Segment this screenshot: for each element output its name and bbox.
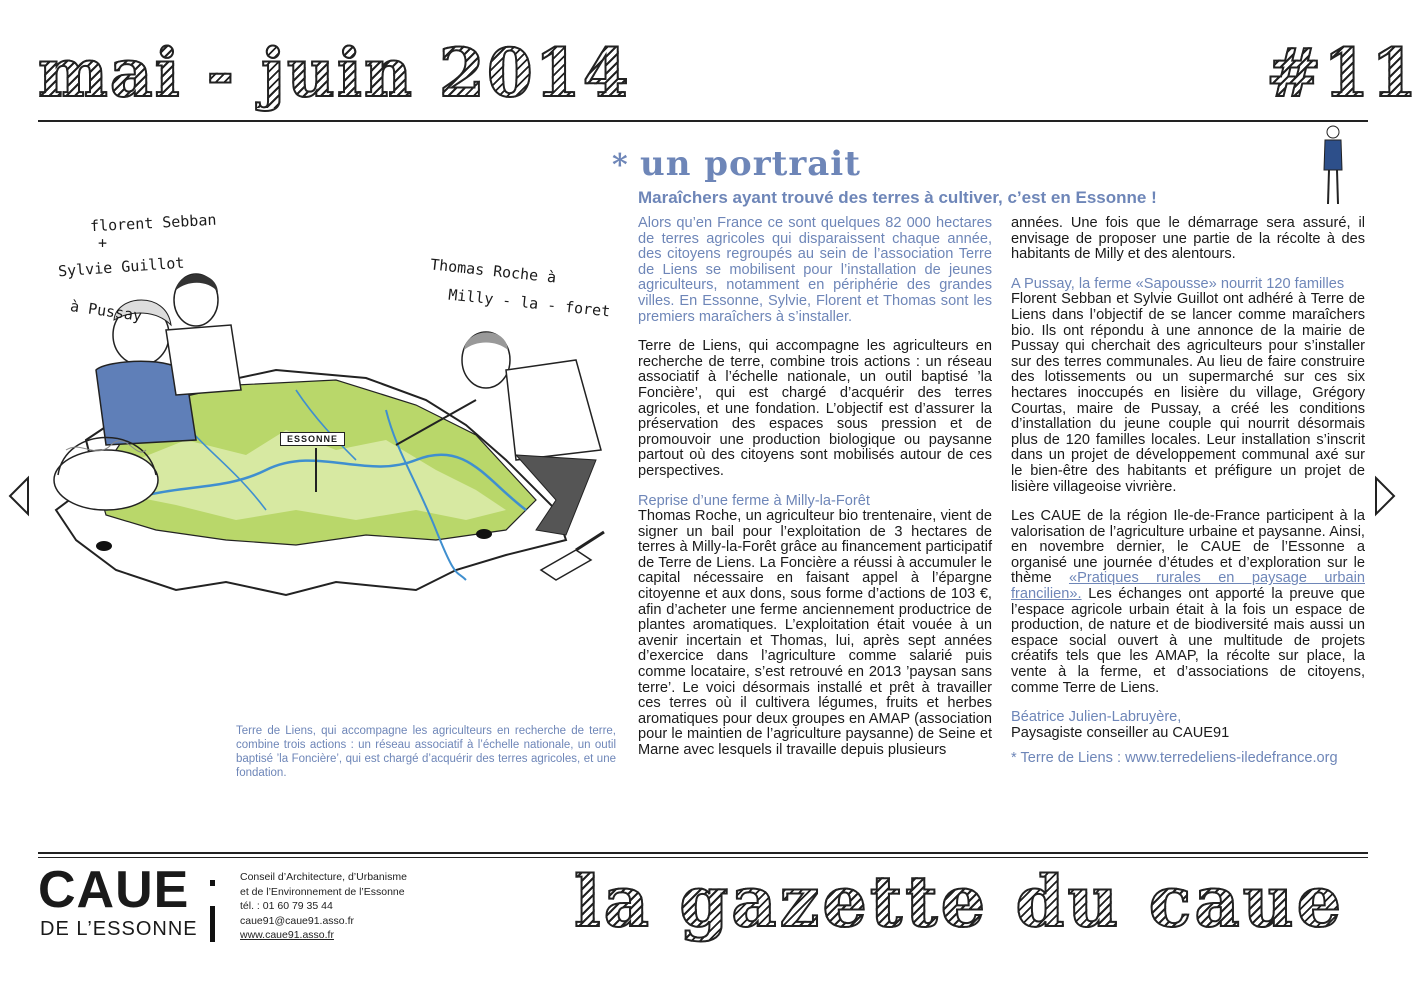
org-website[interactable]: www.caue91.asso.fr xyxy=(240,929,334,941)
issue-date: mai - juin 2014 xyxy=(38,34,631,112)
article-author-role: Paysagiste conseiller au CAUE91 xyxy=(1011,724,1230,741)
section-subtitle: Maraîchers ayant trouvé des terres à cultiver, c’est en Essonne ! xyxy=(638,188,1157,207)
header-rule xyxy=(38,120,1368,122)
article-paragraph-4-end: Les échanges ont apporté la preuve que l’espace agricole urbain était à la fois un espace de production, de nature et de biodiversité mais aussi un espace social ouvert à une multitude de projets créatifs tels que les AMAP, la récolte sur place, la vente à la ferme, et d’associations de citoyens, comme Terre de Liens. xyxy=(1011,586,1365,696)
logo-divider xyxy=(210,880,215,886)
caue-logo: CAUE xyxy=(38,861,190,919)
section-title: un portrait xyxy=(640,144,861,184)
org-name-line2: et de l’Environnement de l’Essonne xyxy=(240,885,405,898)
article-author: Béatrice Julien-Labruyère, xyxy=(1011,709,1182,726)
footer-rule xyxy=(38,852,1368,858)
article-heading-milly: Reprise d’une ferme à Milly-la-Forêt xyxy=(638,492,870,509)
arrow-left-icon[interactable] xyxy=(8,476,30,516)
gazette-title: la gazette du caue xyxy=(574,860,1345,943)
person-figure-icon xyxy=(1318,124,1348,206)
article-heading-pussay: A Pussay, la ferme «Sapousse» nourrit 120 familles xyxy=(1011,275,1345,292)
caue-logo-sub: DE L’ESSONNE xyxy=(40,918,198,940)
article-paragraph-1: Terre de Liens, qui accompagne les agriculteurs en recherche de terre, combine trois actions : un réseau associatif à l’échelle nationale, un outil baptisé ’la Foncière’, qui est chargé d’acquérir des terres agricoles, et une fondation. L’objectif est d’assurer la préservation des espaces sous pression et de promouvoir une production biologique ou paysanne partout où des citoyens sont mobilisés autour de ces perspectives. xyxy=(638,338,992,479)
issue-number: #11 xyxy=(1266,34,1419,112)
illus-label-milly: Milly - la - foret xyxy=(447,285,612,321)
article-paragraph-3: Florent Sebban et Sylvie Guillot ont adhéré à Terre de Liens dans l’objectif de se lancer comme maraîchers bio. Ils ont répondu à une annonce de la mairie de Pussay qui cherchait des agriculteurs pour s’installer sur des terres communales. Au lieu de faire construire des lotissements ou un supermarché sur ces six hectares inoccupés en lisière du village, Grégory Courtas, maire de Pussay, a créé les conditions d’installation du jeune couple qui nourrit désormais plus de 120 familles locales. Leur installation s’inscrit dans un projet de développement communal axé sur le bien-être des habitants et préfigure un projet de lisière villageoise vivrière. xyxy=(1011,291,1365,495)
org-phone: tél. : 01 60 79 35 44 xyxy=(240,900,333,912)
illus-label-sylvie: Sylvie Guillot xyxy=(57,253,185,281)
org-name-line1: Conseil d’Architecture, d’Urbanisme xyxy=(240,871,407,883)
logo-divider-bar xyxy=(210,906,215,942)
article-paragraph-4-start: Les CAUE de la région Ile-de-France participent à la valorisation de l’agriculture urbaine et paysanne. Ainsi, en novembre dernier, le CAUE de l’Essonne a organisé une journée d’études et d’exploration sur le thème xyxy=(1011,508,1365,587)
article-footnote[interactable]: * Terre de Liens : www.terredeliens-iledefrance.org xyxy=(1011,750,1338,767)
article-paragraph-2-cont: années. Une fois que le démarrage sera assuré, il envisage de proposer une partie de la récolte à des habitants de Milly et des alentours. xyxy=(1011,215,1365,263)
illus-label-thomas: Thomas Roche à xyxy=(429,255,558,287)
article-column-2 xyxy=(1011,216,1365,767)
illus-sign: ESSONNE xyxy=(280,432,345,446)
illus-label-florent: florent Sebban xyxy=(89,210,217,236)
arrow-right-icon[interactable] xyxy=(1374,476,1396,516)
pratiques-rurales-link[interactable]: «Pratiques rurales en paysage urbain francilien». xyxy=(1011,570,1365,603)
org-info xyxy=(240,870,407,943)
article-intro: Alors qu’en France ce sont quelques 82 000 hectares de terres agricoles qui disparaissent chaque année, des citoyens regroupés au sein de l’association Terre de Liens se mobilisent pour l’installation de jeunes agriculteurs, notamment en périphérie des grandes villes. En Essonne, Sylvie, Florent et Thomas sont les premiers maraîchers à s’installer. xyxy=(638,215,992,325)
asterisk-icon: * xyxy=(612,148,628,183)
article-paragraph-4 xyxy=(1011,509,1365,696)
illustration-caption: Terre de Liens, qui accompagne les agriculteurs en recherche de terre, combine trois actions : un réseau associatif à l’échelle nationale, un outil baptisé ’la Foncière’, qui est chargé d’acquérir des terres agricoles, et une fondation. xyxy=(236,725,616,779)
illus-label-plus: + xyxy=(98,234,108,252)
article-paragraph-2: Thomas Roche, un agriculteur bio trentenaire, vient de signer un bail pour l’exploitation de 3 hectares de terres à Milly-la-Forêt grâce au financement participatif de Terre de Liens. La Foncière a réussi à accumuler le capital nécessaire en faisant appel à l’épargne citoyenne et aux dons, sous forme d’actions de 103 €, afin d’acheter une ferme anciennement productrice de plantes aromatiques. L’exploitation était vouée à un avenir incertain et Thomas, lui, après sept années d’exercice dans l’agriculture comme salarié puis comme locataire, s’est retrouvé en 2013 ’paysan sans terre’. Le voici désormais installé et prêt à travailler ces terres où il cultivera légumes, fruits et herbes aromatiques pour deux groupes en AMAP (association pour le maintien de l’agriculture paysanne) de Seine et Marne avec lesquels il travaille depuis plusieurs xyxy=(638,508,992,758)
article-column-1 xyxy=(638,216,992,773)
illus-label-pussay: à Pussay xyxy=(69,297,144,325)
org-email[interactable]: caue91@caue91.asso.fr xyxy=(240,914,354,927)
